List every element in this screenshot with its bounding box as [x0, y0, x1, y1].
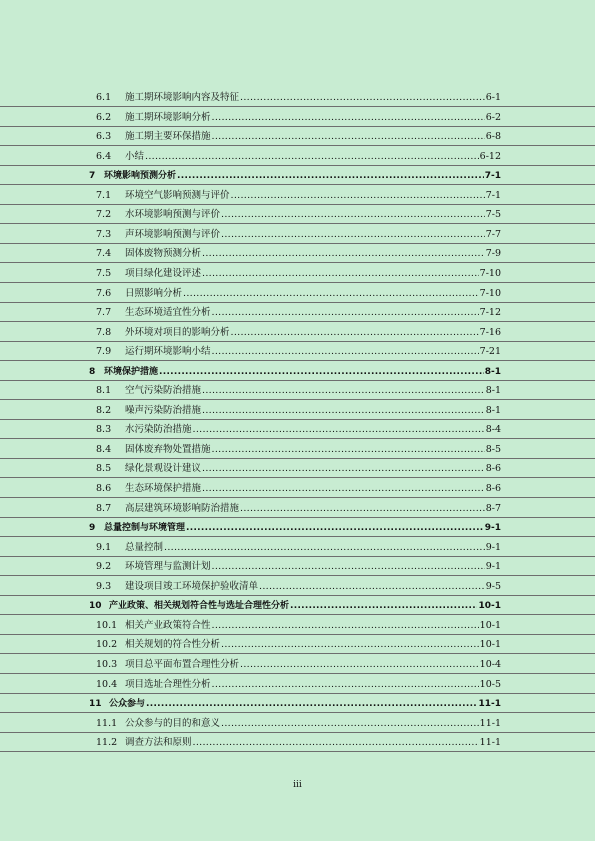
toc-dot-leader — [221, 209, 485, 220]
toc-page-number: 6-8 — [485, 131, 501, 143]
toc-number: 10.2 — [96, 639, 118, 651]
toc-page-number: 8-1 — [485, 404, 501, 416]
toc-section-row[interactable] — [0, 402, 595, 420]
toc-number: 7 — [89, 171, 96, 182]
toc-page-number: 9-1 — [485, 561, 501, 573]
toc-chapter-row[interactable] — [0, 519, 595, 537]
toc-title: 公众参与的目的和意义 — [125, 717, 221, 729]
toc-entry — [109, 598, 501, 611]
toc-dot-leader — [164, 542, 485, 553]
toc-dot-leader — [212, 131, 485, 142]
toc-page-number: 6-2 — [485, 111, 501, 123]
toc-title: 项目绿化建设评述 — [125, 267, 202, 279]
toc-dot-leader — [202, 483, 485, 494]
toc-dot-leader — [221, 229, 485, 240]
toc-number: 6.3 — [96, 131, 112, 143]
toc-number: 8.6 — [96, 483, 112, 494]
toc-page-number: 7-1 — [484, 171, 501, 182]
toc-title: 项目总平面布置合理性分析 — [125, 658, 240, 670]
toc-number: 8.2 — [96, 404, 112, 416]
toc-page-number: 7-10 — [479, 267, 501, 279]
toc-section-row[interactable] — [0, 500, 595, 518]
toc-dot-leader — [202, 385, 485, 396]
toc-number: 7.6 — [96, 287, 112, 299]
toc-number: 8.1 — [96, 385, 112, 397]
toc-section-row[interactable] — [0, 676, 595, 694]
toc-section-row[interactable] — [0, 148, 595, 166]
toc-page-number: 10-1 — [479, 639, 501, 651]
toc-section-row[interactable] — [0, 343, 595, 361]
toc-dot-leader — [221, 639, 479, 650]
toc-section-row[interactable] — [0, 480, 595, 498]
toc-dot-leader — [212, 346, 479, 357]
toc-number: 7.2 — [96, 209, 112, 221]
toc-title: 空气污染防治措施 — [125, 385, 202, 397]
toc-number: 8 — [89, 366, 96, 377]
toc-number: 7.3 — [96, 228, 112, 240]
toc-dot-leader — [202, 268, 479, 279]
toc-number: 6.2 — [96, 111, 112, 123]
toc-entry — [125, 558, 501, 572]
toc-section-row[interactable] — [0, 285, 595, 303]
toc-entry — [125, 148, 501, 162]
toc-page-number: 7-21 — [479, 346, 501, 358]
toc-number: 9.2 — [96, 561, 112, 573]
toc-title: 绿化景观设计建议 — [125, 463, 202, 475]
toc-page-number: 8-1 — [485, 385, 501, 397]
toc-page-number: 9-1 — [484, 523, 501, 534]
toc-title: 产业政策、相关规划符合性与选址合理性分析 — [109, 601, 290, 612]
toc-entry — [125, 617, 501, 631]
toc-dot-leader — [231, 327, 479, 338]
toc-entry — [125, 460, 501, 474]
toc-entry — [125, 343, 501, 357]
toc-page-number: 11-1 — [478, 699, 501, 710]
toc-dot-leader — [146, 699, 477, 709]
toc-chapter-row[interactable] — [0, 597, 595, 615]
toc-entry — [125, 636, 501, 650]
toc-entry — [125, 676, 501, 690]
toc-section-row[interactable] — [0, 89, 595, 107]
toc-number: 10 — [89, 601, 102, 612]
toc-number: 11.2 — [96, 737, 118, 749]
toc-section-row[interactable] — [0, 304, 595, 322]
toc-title: 总量控制与环境管理 — [104, 523, 186, 534]
toc-section-row[interactable] — [0, 109, 595, 127]
toc-section-row[interactable] — [0, 734, 595, 752]
toc-page-number: 6-12 — [479, 150, 501, 162]
toc-section-row[interactable] — [0, 578, 595, 596]
toc-number: 8.4 — [96, 443, 112, 455]
toc-entry — [125, 226, 501, 240]
toc-page-number: 7-9 — [485, 248, 501, 260]
toc-page-number: 7-5 — [485, 209, 501, 221]
toc-section-row[interactable] — [0, 636, 595, 654]
toc-page-number: 8-1 — [484, 366, 501, 377]
toc-title: 环境空气影响预测与评价 — [125, 189, 230, 201]
toc-number: 7.7 — [96, 307, 112, 319]
toc-section-row[interactable] — [0, 324, 595, 342]
toc-dot-leader — [145, 151, 479, 162]
toc-title: 高层建筑环境影响防治措施 — [125, 502, 240, 514]
toc-entry — [125, 441, 501, 455]
toc-entry — [125, 421, 501, 435]
toc-title: 声环境影响预测与评价 — [125, 228, 221, 240]
toc-dot-leader — [212, 679, 479, 690]
toc-number: 6.1 — [96, 92, 112, 103]
toc-page-number: 10-4 — [479, 658, 501, 670]
toc-title: 环境管理与监测计划 — [125, 561, 211, 573]
toc-entry — [125, 109, 501, 123]
toc-entry — [104, 364, 501, 377]
toc-section-row[interactable] — [0, 715, 595, 733]
toc-section-row[interactable] — [0, 460, 595, 478]
toc-section-row[interactable] — [0, 265, 595, 283]
toc-entry — [125, 89, 501, 103]
toc-title: 施工期环境影响分析 — [125, 111, 211, 123]
toc-section-row[interactable] — [0, 128, 595, 146]
toc-section-row[interactable] — [0, 421, 595, 439]
toc-number: 8.7 — [96, 502, 112, 514]
toc-entry — [125, 304, 501, 318]
toc-dot-leader — [193, 737, 479, 748]
toc-title: 总量控制 — [125, 541, 164, 553]
toc-number: 10.4 — [96, 678, 118, 690]
toc-dot-leader — [193, 424, 485, 435]
toc-page-number: 8-7 — [485, 502, 501, 514]
toc-entry — [125, 382, 501, 396]
toc-page-number: 10-1 — [478, 601, 501, 612]
toc-title: 固体废物预测分析 — [125, 248, 202, 260]
toc-number: 10.1 — [96, 619, 118, 631]
toc-dot-leader — [202, 405, 485, 416]
toc-section-row[interactable] — [0, 441, 595, 459]
toc-number: 11.1 — [96, 717, 118, 729]
toc-title: 相关规划的符合性分析 — [125, 639, 221, 651]
toc-title: 噪声污染防治措施 — [125, 404, 202, 416]
toc-title: 外环境对项目的影响分析 — [125, 326, 230, 338]
toc-title: 生态环境保护措施 — [125, 483, 202, 494]
toc-dot-leader — [212, 444, 485, 455]
toc-section-row[interactable] — [0, 656, 595, 674]
toc-entry — [104, 168, 501, 181]
toc-section-row[interactable] — [0, 539, 595, 557]
toc-entry — [125, 715, 501, 729]
toc-page-number: 7-1 — [485, 189, 501, 201]
toc-chapter-row[interactable] — [0, 363, 595, 381]
toc-page-number: 7-12 — [479, 307, 501, 319]
toc-number: 8.5 — [96, 463, 112, 475]
toc-section-row[interactable] — [0, 617, 595, 635]
toc-dot-leader — [212, 307, 479, 318]
toc-number: 7.4 — [96, 248, 112, 260]
toc-dot-leader — [202, 248, 485, 259]
toc-title: 调查方法和原则 — [125, 737, 192, 749]
toc-dot-leader — [240, 503, 485, 514]
toc-number: 9 — [89, 523, 96, 534]
toc-dot-leader — [290, 601, 477, 611]
toc-page-number: 8-4 — [485, 424, 501, 436]
toc-page-number: 8-5 — [485, 443, 501, 455]
toc-entry — [125, 187, 501, 201]
toc-entry — [125, 245, 501, 259]
toc-entry — [125, 539, 501, 553]
toc-title: 小结 — [125, 150, 145, 162]
toc-title: 项目选址合理性分析 — [125, 678, 211, 690]
toc-number: 7.5 — [96, 267, 112, 279]
toc-dot-leader — [212, 561, 485, 572]
toc-section-row[interactable] — [0, 245, 595, 263]
toc-entry — [125, 480, 501, 494]
toc-entry — [109, 696, 501, 709]
toc-entry — [125, 324, 501, 338]
toc-title: 相关产业政策符合性 — [125, 619, 211, 631]
toc-title: 环境保护措施 — [104, 366, 159, 377]
toc-dot-leader — [259, 581, 485, 592]
toc-section-row[interactable] — [0, 187, 595, 205]
toc-entry — [125, 285, 501, 299]
toc-title: 日照影响分析 — [125, 287, 183, 299]
toc-dot-leader — [231, 190, 485, 201]
toc-entry — [125, 578, 501, 592]
toc-number: 10.3 — [96, 658, 118, 670]
toc-section-row[interactable] — [0, 206, 595, 224]
toc-dot-leader — [221, 718, 479, 729]
toc-page-number: 11-1 — [479, 717, 501, 729]
page-number: iii — [293, 780, 302, 790]
toc-page-number: 7-10 — [479, 287, 501, 299]
toc-dot-leader — [212, 620, 479, 631]
toc-title: 水环境影响预测与评价 — [125, 209, 221, 221]
toc-dot-leader — [177, 171, 484, 181]
toc-number: 11 — [89, 699, 102, 710]
toc-number: 9.1 — [96, 541, 112, 553]
toc-dot-leader — [240, 92, 485, 103]
toc-page-number: 8-6 — [485, 463, 501, 475]
toc-page-number: 7-16 — [479, 326, 501, 338]
toc-page-number: 11-1 — [479, 737, 501, 749]
toc-entry — [125, 128, 501, 142]
toc-title: 施工期环境影响内容及特征 — [125, 92, 240, 103]
toc-title: 运行期环境影响小结 — [125, 346, 211, 358]
toc-entry — [125, 500, 501, 514]
toc-page-number: 9-1 — [485, 541, 501, 553]
toc-entry — [125, 265, 501, 279]
toc-section-row[interactable] — [0, 558, 595, 576]
toc-chapter-row[interactable] — [0, 167, 595, 185]
toc-number: 7.1 — [96, 189, 112, 201]
toc-title: 建设项目竣工环境保护验收清单 — [125, 580, 259, 592]
toc-dot-leader — [202, 463, 485, 474]
toc-chapter-row[interactable] — [0, 695, 595, 713]
toc-dot-leader — [212, 112, 485, 123]
toc-entry — [104, 520, 501, 533]
toc-page-number: 8-6 — [485, 483, 501, 494]
toc-number: 8.3 — [96, 424, 112, 436]
toc-title: 水污染防治措施 — [125, 424, 192, 436]
toc-title: 生态环境适宜性分析 — [125, 307, 211, 319]
toc-title: 公众参与 — [109, 699, 146, 710]
toc-page-number: 10-1 — [479, 619, 501, 631]
toc-page-number: 9-5 — [485, 580, 501, 592]
toc-page-number: 7-7 — [485, 228, 501, 240]
toc-dot-leader — [186, 523, 484, 533]
toc-dot-leader — [183, 288, 479, 299]
toc-section-row[interactable] — [0, 382, 595, 400]
toc-number: 6.4 — [96, 150, 112, 162]
toc-title: 施工期主要环保措施 — [125, 131, 211, 143]
toc-entry — [125, 402, 501, 416]
toc-page-number: 6-1 — [485, 92, 501, 103]
toc-dot-leader — [159, 367, 484, 377]
toc-entry — [125, 206, 501, 220]
toc-title: 固体废弃物处置措施 — [125, 443, 211, 455]
toc-number: 9.3 — [96, 580, 112, 592]
toc-number: 7.8 — [96, 326, 112, 338]
toc-entry — [125, 734, 501, 748]
toc-page-number: 10-5 — [479, 678, 501, 690]
toc-title: 环境影响预测分析 — [104, 171, 177, 182]
toc-dot-leader — [240, 659, 479, 670]
toc-section-row[interactable] — [0, 226, 595, 244]
toc-number: 7.9 — [96, 346, 112, 358]
toc-entry — [125, 656, 501, 670]
